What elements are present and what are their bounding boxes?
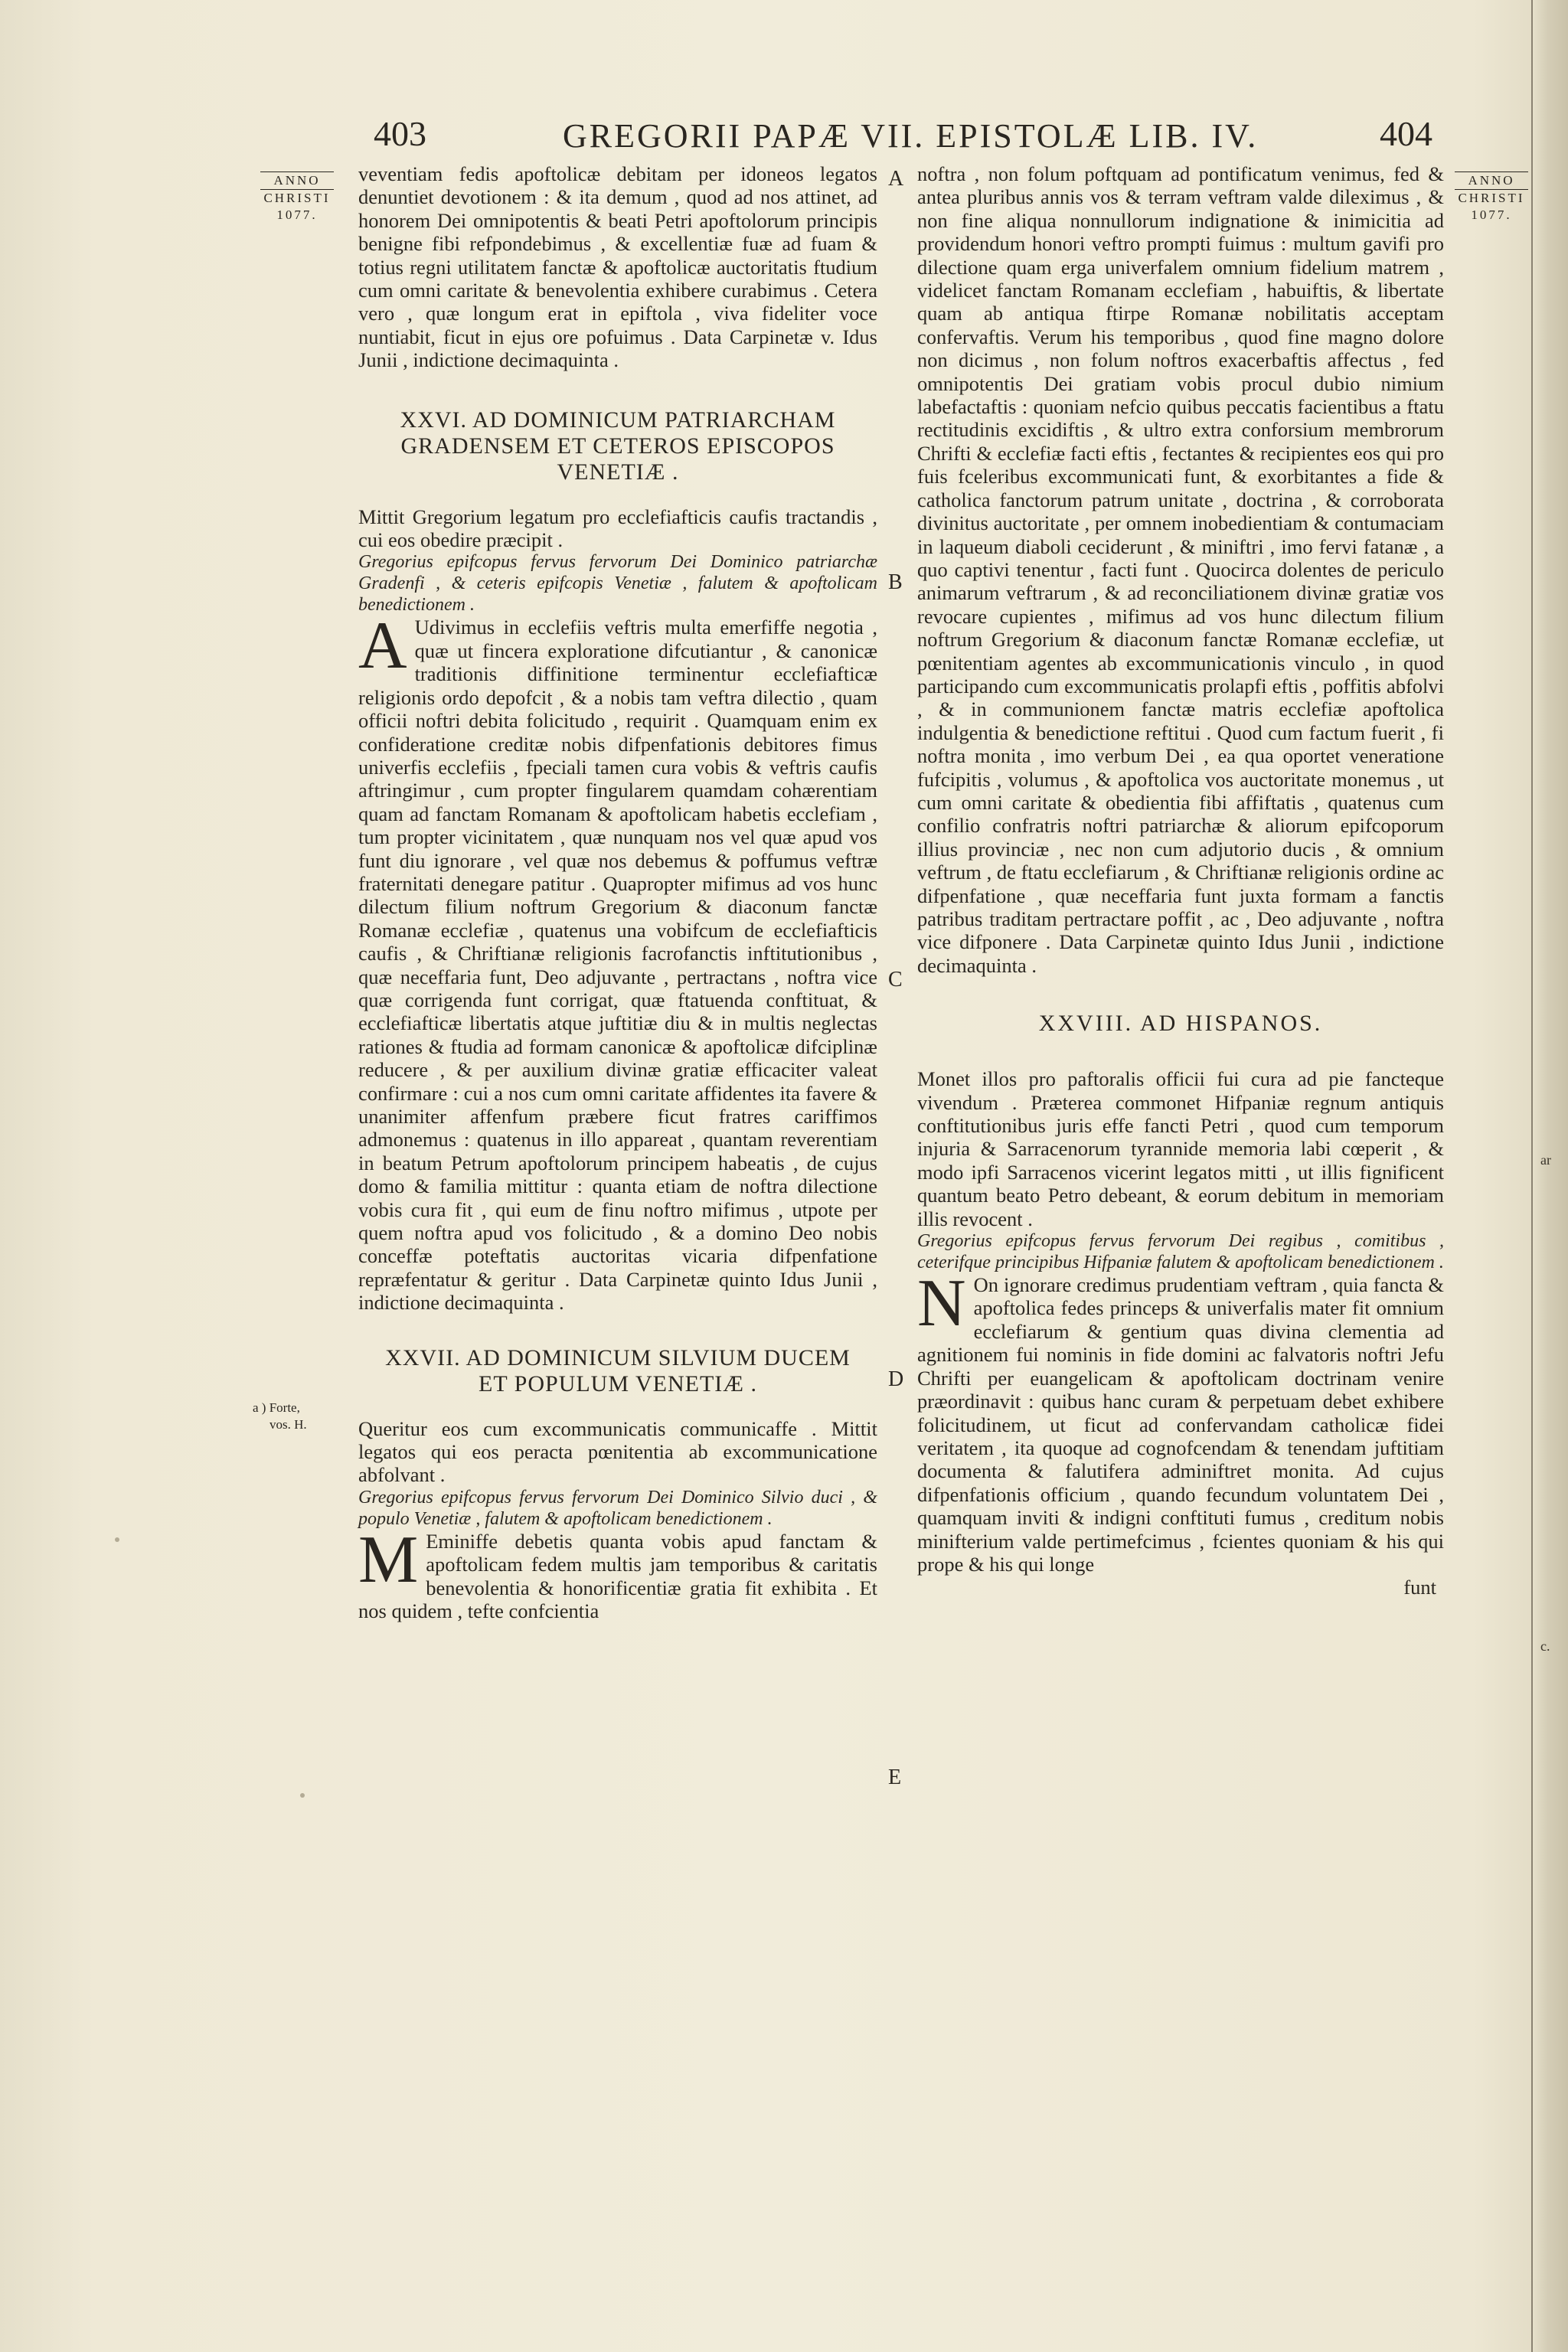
- letter-xxvii-summary: Queritur eos cum excommunicatis communicaffe . Mittit legatos qui eos peracta pœnitentia ab excommunicatione abfolvant .: [358, 1416, 877, 1487]
- letter-xxvi-text: Udivimus in ecclefiis veftris multa emerfiffe negotia , quæ ut fincera exploratione difcutiantur , & canonicæ traditionis diffinitione terminentur ecclefiafticæ religionis ordo depofcit , & a nobis tam veftra dilectio , quam officii noftri debita folicitudo , requirit . Quamquam enim ex confideratione creditæ nobis difpenfationis debitores fimus univerfis ecclefiis , fpeciali tamen cura vobis & veftris caufis aftringimur , cum propter fingularem quamdam cohærentiam quam ad fanctam Romanam & apoftolicam habetis ecclefiam , tum propter vicinitatem , quæ nunquam nos vel quæ apud vos funt diu ignorare , vel quæ nos debemus & poffumus veftræ fraternitati denegare patitur . Quapropter mifimus ad vos hunc dilectum filium noftrum Gregorium & diaconum fanctæ Romanæ ecclefiæ , quatenus una vobifcum de ecclefiafticis caufis , & Chriftianæ religionis facrofanctis inftitutionibus , quæ neceffaria funt, Deo adjuvante , pertractans , noftra vice quæ corrigenda funt corrigat, quæ ftatuenda conftituat, & ecclefiafticæ libertatis atque juftitiæ diu & in multis neglectas rationes & ftudia ad formam canonicæ & apoftolicæ difciplinæ reducere , & per auxilium divinæ gratiæ efficaciter valeat confirmare : cui a nos cum omni caritate affidentes ita favere & unanimiter affenfum præbere ficut fratres cariffimos admonemus : quatenus in illo appareat , quantam reverentiam in beatum Petrum apoftolorum principem habeatis , de cujus domo & familia mittitur : quanta etiam de noftra dilectione vobis cura fit , qui eum de finu noftro mifimus , utpote per quem noftra apud vos folicitudo , & a domino Deo nobis conceffæ poteftatis auctoritas vicaria difpenfatione repræfentatur & geritur . Data Carpinetæ quinto Idus Junii , indictione decimaquinta .: [358, 616, 877, 1315]
- page-number-left: 403: [374, 114, 426, 153]
- letter-xxviii-summary: Monet illos pro paftoralis officii fui cura ad pie fancteque vivendum . Præterea commonet Hifpaniæ regnum antiquis conftitutionibus juris effe fancti Petri , quod cum temporum injuria & Sarracenorum tyrannide memoria labi cœperit , & modo ipfi Sarracenos vicerint legatos mitti , ut illis fignificent quantum beato Petro debeant, & eorum debitum in memoriam illis revocent .: [917, 1067, 1444, 1230]
- letter-xxvi-salutation: Gregorius epifcopus fervus fervorum Dei Dominico patriarchæ Gradenfi , & ceteris epifcopis Venetiæ , falutem & apoftolicam benedictionem .: [358, 552, 877, 616]
- page-number-right: 404: [1380, 114, 1432, 153]
- edge-mark-2: c.: [1540, 1638, 1550, 1654]
- christi-label: CHRISTI: [263, 191, 331, 205]
- marginal-note: [253, 1400, 345, 1433]
- letter-xxvi-heading: XXVI. AD DOMINICUM PATRIARCHAM GRADENSEM ET CETEROS EPISCOPOS VENETIÆ .: [400, 407, 836, 485]
- letter-xxvii-continued: noftra , non folum poftquam ad pontificatum venimus, fed & antea pluribus annis vos & terram veftram valde dileximus , & non fine aliqua nonnullorum indignatione & inimicitia ad providendum honori veftro prompti fuimus : multum gavifi pro dilectione quam erga univerfalem omnium fidelium matrem , videlicet fanctam Romanam ecclefiam , habuiftis, & libertate quam ab antiqua ftirpe Romanæ nobilitatis acceptam confervaftis. Verum his temporibus , quod fine magno dolore non dicimus , non folum noftros exacerbaftis affectus , fed omnipotentis Dei gratiam vobis procul dubio nimium labefactaftis : quoniam nefcio quibus peccatis facientibus a ftatu rectitudinis excidiftis , & ultro extra conforsium membrorum Chrifti & ecclefiæ facti eftis , fectantes & recipientes eos qui pro fuis fceleribus excommunicati funt, & exorbitantes a fide & catholica fanctorum patrum unitate , doctrina , & corroborata divinitus auctoritate , per omnem inobedientiam & contumaciam in laqueum diaboli ceciderunt , & miniftri , imo fervi fatanæ , a quo captivi tenentur , facti funt . Quocirca dolentes de periculo animarum veftrarum , & ad reconciliationem divinæ gratiæ vos revocare cupientes , mifimus ad vos hunc dilectum filium noftrum Gregorium & diaconum fanctæ Romanæ ecclefiæ, ut pœnitentiam agentes ab excommunicationis vinculo , in quod participando cum excommunicatis prolapfi eftis , poffitis abfolvi , & in communionem fanctæ matris ecclefiæ apoftolica indulgentia & benedictione reftitui . Quod cum factum fuerit , fi noftra monita , imo verbum Dei , ea qua oportet veneratione fufcipitis , volumus , & apoftolica vos auctoritate monemus , ut cum omni caritate & obedientia fibi affiftatis , quatenus cum confilio confratris noftri patriarchæ & aliorum epifcoporum illius provinciæ , nec non cum adjutorio ducis , & omnium veftrum , de ftatu ecclefiarum , & Chriftianæ religionis ordine ac difpenfatione , quæ neceffaria funt juxta formam a fanctis patribus traditam pertractare poffit , ac , Deo adjuvante , noftra vice difponere . Data Carpinetæ quinto Idus Junii , indictione decimaquinta .: [917, 162, 1444, 977]
- letter-xxvii-heading: XXVII. AD DOMINICUM SILVIUM DUCEM ET POPULUM VENETIÆ .: [385, 1344, 851, 1396]
- left-column: [358, 162, 877, 1623]
- year-label: 1077.: [276, 207, 318, 222]
- page-speck: [115, 1537, 119, 1542]
- letter-xxvii-text: Eminiffe debetis quanta vobis apud fanctam & apoftolicam fedem multis jam temporibus & caritatis benevolentia & honorificentiæ gratia fit exhibita . Et nos quidem , tefte confcientia: [358, 1529, 877, 1623]
- letter-xxviii-salutation: Gregorius epifcopus fervus fervorum Dei regibus , comitibus , ceterifque principibus Hifpaniæ falutem & apoftolicam benedictionem .: [917, 1231, 1444, 1273]
- letter-xxviii-heading: XXVIII. AD HISPANOS.: [1038, 1011, 1323, 1037]
- next-page-edge: [1531, 0, 1568, 2352]
- page-header: [0, 113, 1568, 167]
- letter-xxvi-body: [358, 609, 877, 1315]
- margin-letter-b: B: [888, 570, 903, 594]
- letter-xxviii-body: [917, 1266, 1444, 1576]
- anno-christi-left: [260, 172, 334, 224]
- note-line-2: vos. H.: [270, 1417, 307, 1432]
- margin-letter-e: E: [888, 1766, 902, 1789]
- catchword: funt: [1403, 1576, 1436, 1599]
- year-label: 1077.: [1471, 207, 1512, 222]
- anno-christi-right: [1455, 172, 1528, 224]
- note-line-1: a ) Forte,: [253, 1400, 300, 1415]
- letter-xxvi-summary: Mittit Gregorium legatum pro ecclefiafticis caufis tractandis , cui eos obedire præcipit .: [358, 505, 877, 552]
- christi-label: CHRISTI: [1458, 191, 1525, 205]
- margin-letter-d: D: [888, 1367, 904, 1391]
- page-speck: [300, 1793, 305, 1798]
- edge-mark-1: ar: [1540, 1152, 1551, 1168]
- anno-label: ANNO: [1455, 172, 1528, 190]
- letter-xxvii-salutation: Gregorius epifcopus fervus fervorum Dei Dominico Silvio duci , & populo Venetiæ , falutem & apoftolicam benedictionem .: [358, 1487, 877, 1529]
- right-column: [917, 162, 1444, 1599]
- continued-letter-text: veventiam fedis apoftolicæ debitam per idoneos legatos denuntiet devotionem : & ita demum , quod ad nos attinet, ad honorem Dei omnipotentis & beati Petri apoftolorum principis benigne fibi refpondebimus , & excellentiæ fuæ ad fuam & totius regni utilitatem fanctæ & apoftolicæ auctoritatis ftudium cum omni caritate & benevolentia exhibere curabimus . Cetera vero , quæ longum erat in epiftola , viva fideliter voce nuntiabit, ficut in ejus ore pofuimus . Data Carpinetæ v. Idus Junii , indictione decimaquinta .: [358, 162, 877, 372]
- drop-cap: M: [358, 1522, 419, 1597]
- running-title: GREGORII PAPÆ VII. EPISTOLÆ LIB. IV.: [563, 117, 1259, 155]
- drop-cap: A: [358, 609, 407, 684]
- margin-letter-c: C: [888, 968, 903, 991]
- letter-xxvii-body: [358, 1522, 877, 1623]
- anno-label: ANNO: [260, 172, 334, 190]
- drop-cap: N: [917, 1266, 966, 1341]
- margin-letter-a: A: [888, 167, 904, 191]
- letter-xxviii-text: On ignorare credimus prudentiam veftram , quia fancta & apoftolica fedes princeps & univerfalis mater fit omnium ecclefiarum & gentium quas divina clementia ad agnitionem fui nominis in fide domini ac falvatoris noftri Jefu Chrifti per euangelicam & apoftolicam doctrinam venire præordinavit : quibus hanc curam & perpetuam debet exhibere folicitudinem, ut ficut ad confervandam catholicæ fidei veritatem , ita quoque ad cognofcendam & tenendam juftitiam documenta & falutifera adminiftret monita. Ad cujus difpenfationis officium , quando fecundum voluntatem Dei , quamquam inviti & indigni conftituti fumus , creditum nobis minifterium valde pertimefcimus , fcientes quoniam & his qui prope & his qui longe: [917, 1273, 1444, 1576]
